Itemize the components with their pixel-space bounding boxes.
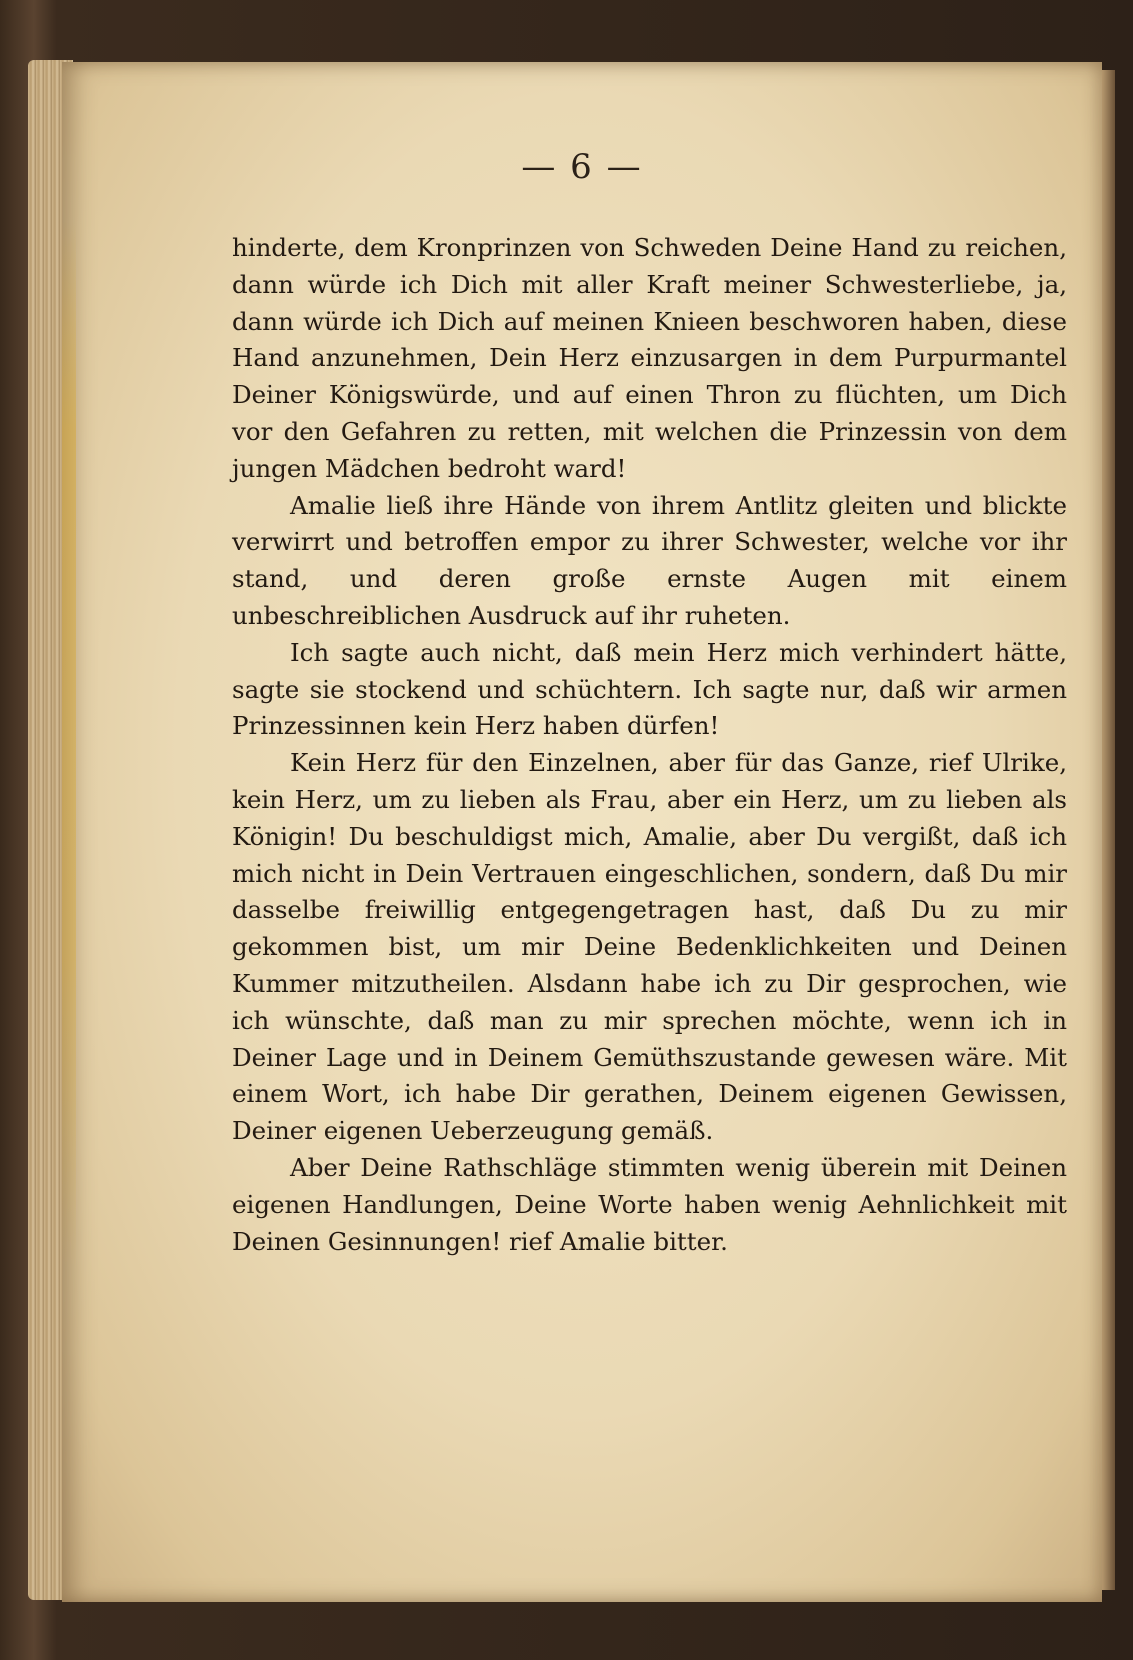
paragraph-2: Amalie ließ ihre Hände von ihrem Antlitz gleiten und blickte verwirrt und betroffen empor zu ihrer Schwester, welche vor ihr stand, und deren große ernste Augen mit einem unbeschreiblichen Ausdruck auf ihr ruheten. [232, 490, 1067, 630]
page-body-text [232, 230, 1067, 1260]
paragraph-5: Aber Deine Rathschläge stimmten wenig überein mit Deinen eigenen Handlungen, Deine Worte haben wenig Aehnlichkeit mit Deinen Gesinnungen! rief Amalie bitter. [232, 1152, 1067, 1256]
page-number: — 6 — [521, 147, 643, 187]
book-page [62, 62, 1102, 1602]
paragraph-4: Kein Herz für den Einzelnen, aber für das Ganze, rief Ulrike, kein Herz, um zu lieben als Frau, aber ein Herz, um zu lieben als Königin! Du beschuldigst mich, Amalie, aber Du vergißt, daß ich mich nicht in Dein Vertrauen eingeschlichen, sondern, daß Du mir dasselbe freiwillig entgegengetragen hast, daß Du zu mir gekommen bist, um mir Deine Bedenklichkeiten und Deinen Kummer mitzutheilen. Alsdann habe ich zu Dir gesprochen, wie ich wünschte, daß man zu mir sprechen möchte, wenn ich in Deiner Lage und in Deinem Gemüthszustande gewesen wäre. Mit einem Wort, ich habe Dir gerathen, Deinem eigenen Gewissen, Deiner eigenen Ueberzeugung gemäß. [232, 748, 1067, 1146]
paragraph-1: hinderte, dem Kronprinzen von Schweden Deine Hand zu reichen, dann würde ich Dich mit aller Kraft meiner Schwesterliebe, ja, dann würde ich Dich auf meinen Knieen beschworen haben, diese Hand anzunehmen, Dein Herz einzusargen in dem Purpurmantel Deiner Königswürde, und auf einen Thron zu flüchten, um Dich vor den Gefahren zu retten, mit welchen die Prinzessin von dem jungen Mädchen bedroht ward! [232, 233, 1067, 483]
margin-stain [62, 220, 76, 1270]
paragraph-3: Ich sagte auch nicht, daß mein Herz mich verhindert hätte, sagte sie stockend und schüchtern. Ich sagte nur, daß wir armen Prinzessinnen kein Herz haben dürfen! [232, 637, 1067, 741]
